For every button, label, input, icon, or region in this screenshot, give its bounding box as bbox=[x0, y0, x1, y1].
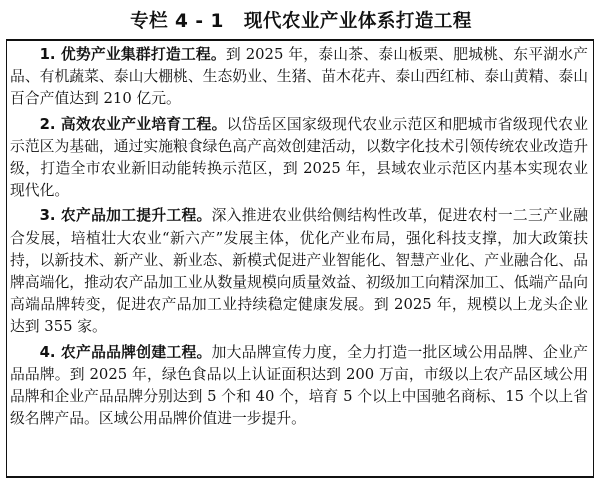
item-paragraph-3 bbox=[10, 205, 588, 338]
item-paragraph-1 bbox=[10, 44, 588, 111]
box-title bbox=[0, 6, 600, 38]
item-text-4: 加大品牌宣传力度，全力打造一批区域公用品牌、企业产品品牌。到 2025 年，绿色食品以上认证面积达到 200 万亩，市级以上农产品区域公用品牌和企业产品品牌分别达到 5 个和 40 个，培育 5 个以上中国驰名商标、15 个以上省级名牌产品。区域公用品牌价值进一步提升。 bbox=[10, 343, 588, 428]
box-content bbox=[10, 44, 588, 433]
box-title-text: 现代农业产业体系打造工程 bbox=[243, 11, 472, 32]
item-heading-3: 3. 农产品加工提升工程。 bbox=[39, 207, 212, 225]
box-label: 专栏 4 - 1 bbox=[130, 11, 224, 32]
item-paragraph-2 bbox=[10, 114, 588, 203]
item-text-1: 到 2025 年，泰山茶、泰山板栗、肥城桃、东平湖水产品、有机蔬菜、泰山大棚桃、生态奶业、生猪、苗木花卉、泰山西红柿、泰山黄精、泰山百合产值达到 210 亿元。 bbox=[10, 46, 588, 108]
item-paragraph-4 bbox=[10, 342, 588, 431]
item-heading-1: 1. 优势产业集群打造工程。 bbox=[39, 46, 226, 63]
bottom-rule bbox=[6, 476, 594, 478]
item-text-2: 以岱岳区国家级现代农业示范区和肥城市省级现代农业示范区为基础，通过实施粮食绿色高产高效创建活动，以数字化技术引领传统农业改造升级，打造全市农业新旧动能转换示范区，到 2025 年，县域农业示范区内基本实现农业现代化。 bbox=[10, 115, 588, 200]
item-heading-2: 2. 高效农业产业培育工程。 bbox=[39, 115, 227, 133]
item-heading-4: 4. 农产品品牌创建工程。 bbox=[39, 343, 212, 361]
item-text-3: 深入推进农业供给侧结构性改革，促进农村一二三产业融合发展，培植壮大农业“新六产”发展主体，优化产业布局，强化科技支撑，加大政策扶持，以新技术、新产业、新业态、新模式促进产业智能化、智慧产业化、产业融合化、品牌高端化，推动农产品加工业从数量规模向质量效益、初级加工向精深加工、低端产品向高端品牌转变，促进农产品加工业持续稳定健康发展。到 2025 年，规模以上龙头企业达到 355 家。 bbox=[10, 207, 588, 336]
